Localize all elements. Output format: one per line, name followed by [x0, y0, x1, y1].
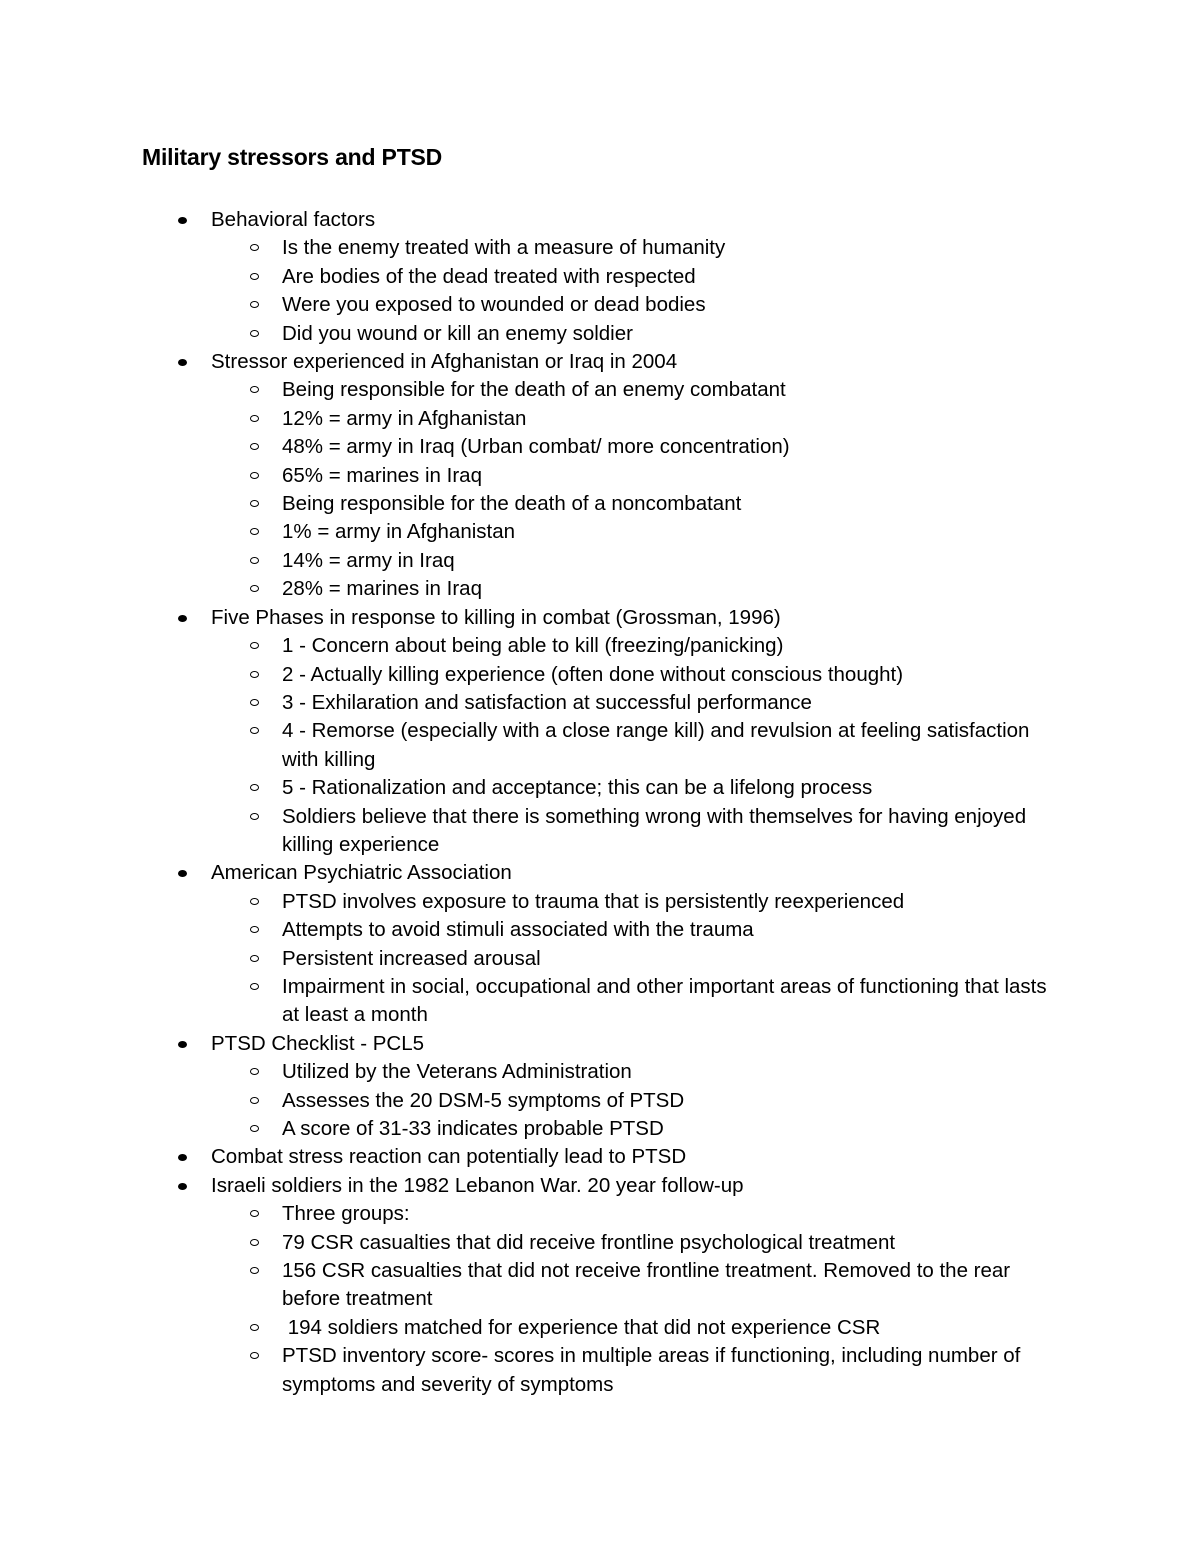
sub-list-item-text: Attempts to avoid stimuli associated with the trauma — [282, 918, 754, 942]
sub-list-item — [211, 916, 1062, 944]
sub-list-item — [211, 1257, 1062, 1314]
bullet-circle-icon — [250, 500, 259, 507]
bullet-circle-icon — [250, 1068, 259, 1075]
bullet-circle-icon — [250, 926, 259, 933]
outline-item — [0, 604, 1061, 860]
outline-item — [0, 1030, 1061, 1144]
bullet-circle-icon — [250, 415, 259, 422]
sub-list-item-text: Three groups: — [282, 1202, 410, 1226]
sub-list — [211, 1058, 1061, 1143]
sub-list-item — [211, 1058, 1062, 1086]
bullet-circle-icon — [250, 898, 259, 905]
sub-list-item-text: PTSD involves exposure to trauma that is persistently reexperienced — [282, 889, 905, 913]
sub-list-item-text: 156 CSR casualties that did not receive frontline treatment. Removed to the rear before treatment — [282, 1259, 1016, 1311]
sub-list — [211, 234, 1061, 348]
sub-list-item-text: Soldiers believe that there is something wrong with themselves for having enjoyed killing experience — [282, 804, 1032, 856]
bullet-circle-icon — [250, 301, 259, 308]
outline-item — [0, 1143, 1061, 1171]
sub-list-item — [211, 490, 1062, 518]
sub-list-item — [211, 945, 1062, 973]
outline-item-text: American Psychiatric Association — [211, 861, 512, 885]
bullet-circle-icon — [250, 386, 259, 393]
sub-list-item — [211, 1314, 1062, 1342]
bullet-disc-icon — [178, 1183, 187, 1190]
sub-list-item — [211, 433, 1062, 461]
sub-list-item — [211, 803, 1062, 860]
sub-list-item-text: 12% = army in Afghanistan — [282, 406, 527, 430]
sub-list-item — [211, 462, 1062, 490]
outline-item-text: Stressor experienced in Afghanistan or Iraq in 2004 — [211, 350, 678, 374]
outline-item — [0, 206, 1061, 348]
bullet-disc-icon — [178, 217, 187, 224]
bullet-circle-icon — [250, 330, 259, 337]
sub-list-item-text: 4 - Remorse (especially with a close range kill) and revulsion at feeling satisfaction with killing — [282, 719, 1036, 771]
sub-list-item-text: 28% = marines in Iraq — [282, 577, 482, 601]
sub-list-item-text: 194 soldiers matched for experience that did not experience CSR — [282, 1315, 881, 1339]
bullet-circle-icon — [250, 642, 259, 649]
sub-list-item — [211, 973, 1062, 1030]
sub-list-item-text: Is the enemy treated with a measure of humanity — [282, 236, 726, 260]
sub-list-item — [211, 575, 1062, 603]
outline-item-text: Behavioral factors — [211, 208, 376, 231]
bullet-circle-icon — [250, 557, 259, 564]
bullet-circle-icon — [250, 699, 259, 706]
bullet-disc-icon — [178, 1041, 187, 1048]
outline-item-text: Israeli soldiers in the 1982 Lebanon War. 20 year follow-up — [211, 1173, 744, 1197]
sub-list-item-text: PTSD inventory score- scores in multiple areas if functioning, including number of symptoms and severity of symptoms — [282, 1344, 1027, 1396]
sub-list-item-text: 14% = army in Iraq — [282, 548, 455, 572]
sub-list-item — [211, 888, 1062, 916]
sub-list — [211, 1200, 1061, 1399]
sub-list-item-text: Being responsible for the death of a noncombatant — [282, 492, 742, 516]
sub-list-item-text: Utilized by the Veterans Administration — [282, 1060, 632, 1084]
sub-list-item — [211, 518, 1062, 546]
sub-list-item-text: Are bodies of the dead treated with respected — [282, 264, 696, 288]
sub-list-item — [211, 263, 1062, 291]
bullet-circle-icon — [250, 983, 259, 990]
sub-list-item — [211, 1087, 1062, 1115]
outline-item — [0, 348, 1061, 604]
sub-list-item-text: 1 - Concern about being able to kill (freezing/panicking) — [282, 634, 784, 658]
sub-list-item — [211, 1200, 1062, 1228]
sub-list-item — [211, 661, 1062, 689]
bullet-circle-icon — [250, 472, 259, 479]
bullet-circle-icon — [250, 1210, 259, 1217]
sub-list — [211, 376, 1061, 603]
bullet-circle-icon — [250, 1352, 259, 1359]
sub-list-item — [211, 376, 1062, 404]
sub-list-item — [211, 234, 1062, 262]
outline-item-text: PTSD Checklist - PCL5 — [211, 1031, 425, 1055]
outline-item — [0, 1172, 1061, 1399]
sub-list-item-text: Assesses the 20 DSM-5 symptoms of PTSD — [282, 1088, 685, 1112]
outline-item-text: Combat stress reaction can potentially lead to PTSD — [211, 1145, 687, 1169]
outline-list — [0, 206, 1200, 1399]
bullet-circle-icon — [250, 1097, 259, 1104]
bullet-circle-icon — [250, 671, 259, 678]
bullet-circle-icon — [250, 1324, 259, 1331]
sub-list-item — [211, 717, 1062, 774]
bullet-disc-icon — [178, 870, 187, 877]
sub-list-item — [211, 1229, 1062, 1257]
sub-list-item-text: Persistent increased arousal — [282, 946, 541, 970]
bullet-circle-icon — [250, 1125, 259, 1132]
sub-list — [211, 888, 1061, 1030]
bullet-circle-icon — [250, 813, 259, 820]
sub-list-item-text: 1% = army in Afghanistan — [282, 520, 516, 544]
bullet-disc-icon — [178, 615, 187, 622]
outline-item-text: Five Phases in response to killing in combat (Grossman, 1996) — [211, 605, 781, 629]
sub-list-item-text: 65% = marines in Iraq — [282, 463, 482, 487]
bullet-circle-icon — [250, 727, 259, 734]
bullet-disc-icon — [178, 1154, 187, 1161]
sub-list-item — [211, 632, 1062, 660]
bullet-disc-icon — [178, 359, 187, 366]
sub-list-item — [211, 405, 1062, 433]
sub-list-item-text: 3 - Exhilaration and satisfaction at successful performance — [282, 690, 812, 714]
sub-list-item — [211, 320, 1062, 348]
sub-list — [211, 632, 1061, 859]
sub-list-item — [211, 1115, 1062, 1143]
sub-list-item — [211, 1342, 1062, 1399]
sub-list-item-text: Were you exposed to wounded or dead bodies — [282, 293, 706, 317]
bullet-circle-icon — [250, 585, 259, 592]
sub-list-item-text: Did you wound or kill an enemy soldier — [282, 321, 633, 345]
sub-list-item-text: 5 - Rationalization and acceptance; this can be a lifelong process — [282, 776, 873, 800]
bullet-circle-icon — [250, 1267, 259, 1274]
bullet-circle-icon — [250, 955, 259, 962]
sub-list-item — [211, 689, 1062, 717]
sub-list-item-text: Impairment in social, occupational and other important areas of functioning that lasts at least a month — [282, 974, 1053, 1027]
sub-list-item-text: 48% = army in Iraq (Urban combat/ more concentration) — [282, 435, 790, 459]
outline-item — [0, 859, 1061, 1029]
sub-list-item-text: A score of 31-33 indicates probable PTSD — [282, 1117, 664, 1140]
bullet-circle-icon — [250, 1239, 259, 1246]
bullet-circle-icon — [250, 244, 259, 251]
sub-list-item-text: 2 - Actually killing experience (often done without conscious thought) — [282, 662, 904, 686]
bullet-circle-icon — [250, 528, 259, 535]
bullet-circle-icon — [250, 443, 259, 450]
sub-list-item — [211, 547, 1062, 575]
document-title: Military stressors and PTSD — [142, 144, 443, 170]
bullet-circle-icon — [250, 784, 259, 791]
sub-list-item-text: 79 CSR casualties that did receive frontline psychological treatment — [282, 1230, 896, 1254]
sub-list-item-text: Being responsible for the death of an enemy combatant — [282, 378, 786, 402]
sub-list-item — [211, 774, 1062, 802]
sub-list-item — [211, 291, 1062, 319]
bullet-circle-icon — [250, 273, 259, 280]
